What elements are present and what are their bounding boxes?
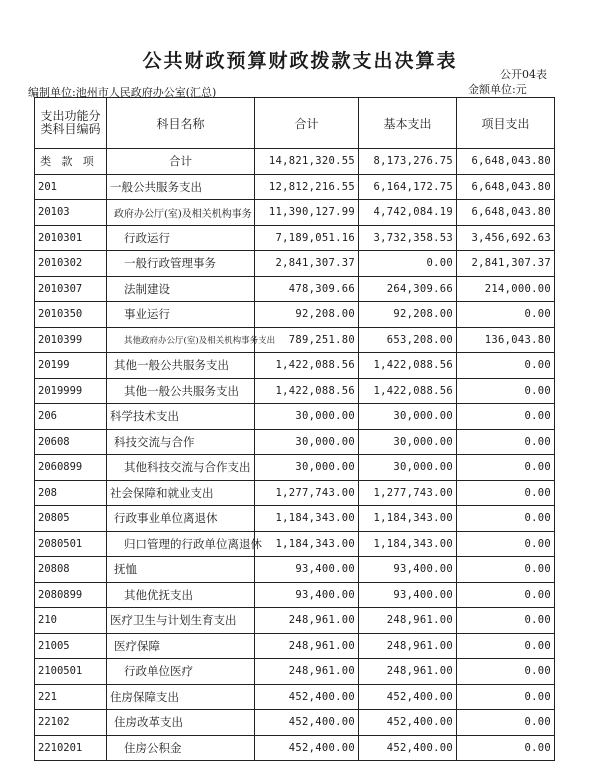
- row-code: 2210201: [35, 735, 107, 761]
- row-name: 事业运行: [107, 302, 255, 328]
- row-project: 0.00: [457, 353, 555, 379]
- row-code: 221: [35, 684, 107, 710]
- table-row: [35, 353, 555, 379]
- row-name: 行政运行: [107, 225, 255, 251]
- row-code: 20805: [35, 506, 107, 532]
- row-basic: 0.00: [359, 251, 457, 277]
- row-name: 其他一般公共服务支出: [107, 353, 255, 379]
- row-project: 0.00: [457, 378, 555, 404]
- table-row: [35, 684, 555, 710]
- row-basic: 93,400.00: [359, 582, 457, 608]
- row-name: 一般行政管理事务: [107, 251, 255, 277]
- col-header-code: 支出功能分类科目编码: [35, 98, 107, 149]
- row-name: 行政单位医疗: [107, 659, 255, 685]
- row-total: 452,400.00: [255, 684, 359, 710]
- expenditure-table: [34, 97, 555, 761]
- row-project: 0.00: [457, 531, 555, 557]
- row-code: 201: [35, 174, 107, 200]
- row-total: 2,841,307.37: [255, 251, 359, 277]
- row-name: 其他政府办公厅(室)及相关机构事务支出: [107, 327, 255, 353]
- row-name: 其他一般公共服务支出: [107, 378, 255, 404]
- row-name: 其他优抚支出: [107, 582, 255, 608]
- row-total: 12,812,216.55: [255, 174, 359, 200]
- row-project: 0.00: [457, 608, 555, 634]
- row-basic: 30,000.00: [359, 455, 457, 481]
- row-project: 0.00: [457, 582, 555, 608]
- row-total: 248,961.00: [255, 608, 359, 634]
- table-row: [35, 404, 555, 430]
- row-project: 0.00: [457, 429, 555, 455]
- row-project: 0.00: [457, 710, 555, 736]
- total-amount: 14,821,320.55: [255, 149, 359, 175]
- row-basic: 248,961.00: [359, 659, 457, 685]
- row-project: 0.00: [457, 633, 555, 659]
- row-project: 0.00: [457, 557, 555, 583]
- row-name: 医疗卫生与计划生育支出: [107, 608, 255, 634]
- row-project: 6,648,043.80: [457, 174, 555, 200]
- row-total: 1,422,088.56: [255, 353, 359, 379]
- row-total: 478,309.66: [255, 276, 359, 302]
- table-row: [35, 557, 555, 583]
- col-header-basic: 基本支出: [359, 98, 457, 149]
- row-total: 30,000.00: [255, 404, 359, 430]
- row-name: 住房保障支出: [107, 684, 255, 710]
- row-total: 1,277,743.00: [255, 480, 359, 506]
- table-body: [35, 174, 555, 761]
- row-code: 2010302: [35, 251, 107, 277]
- table-row: [35, 378, 555, 404]
- row-code: 2080899: [35, 582, 107, 608]
- table-row: [35, 582, 555, 608]
- row-code: 210: [35, 608, 107, 634]
- row-basic: 6,164,172.75: [359, 174, 457, 200]
- table-row: [35, 506, 555, 532]
- row-project: 0.00: [457, 659, 555, 685]
- row-total: 1,184,343.00: [255, 531, 359, 557]
- row-code: 2010399: [35, 327, 107, 353]
- row-project: 0.00: [457, 455, 555, 481]
- level-subheader: [35, 149, 107, 175]
- row-total: 7,189,051.16: [255, 225, 359, 251]
- total-row: [35, 149, 555, 175]
- row-code: 2080501: [35, 531, 107, 557]
- row-code: 2019999: [35, 378, 107, 404]
- row-basic: 1,422,088.56: [359, 353, 457, 379]
- row-basic: 1,422,088.56: [359, 378, 457, 404]
- total-label: 合计: [107, 149, 255, 175]
- table-row: [35, 633, 555, 659]
- row-total: 92,208.00: [255, 302, 359, 328]
- row-project: 214,000.00: [457, 276, 555, 302]
- table-row: [35, 200, 555, 226]
- table-row: [35, 276, 555, 302]
- table-row: [35, 327, 555, 353]
- row-name: 归口管理的行政单位离退休: [107, 531, 255, 557]
- row-total: 30,000.00: [255, 429, 359, 455]
- table-row: [35, 480, 555, 506]
- row-name: 科学技术支出: [107, 404, 255, 430]
- table-row: [35, 225, 555, 251]
- row-project: 0.00: [457, 684, 555, 710]
- row-basic: 452,400.00: [359, 684, 457, 710]
- row-basic: 30,000.00: [359, 404, 457, 430]
- row-name: 政府办公厅(室)及相关机构事务: [107, 200, 255, 226]
- row-code: 2010350: [35, 302, 107, 328]
- row-total: 30,000.00: [255, 455, 359, 481]
- row-name: 其他科技交流与合作支出: [107, 455, 255, 481]
- row-code: 20608: [35, 429, 107, 455]
- row-basic: 4,742,084.19: [359, 200, 457, 226]
- row-basic: 452,400.00: [359, 710, 457, 736]
- row-basic: 452,400.00: [359, 735, 457, 761]
- row-total: 452,400.00: [255, 735, 359, 761]
- table-row: [35, 174, 555, 200]
- row-code: 20199: [35, 353, 107, 379]
- subheader-item: 项: [82, 155, 94, 169]
- total-project: 6,648,043.80: [457, 149, 555, 175]
- row-code: 2100501: [35, 659, 107, 685]
- row-project: 2,841,307.37: [457, 251, 555, 277]
- form-number: 公开04表: [500, 68, 547, 81]
- table-row: [35, 608, 555, 634]
- row-code: 20808: [35, 557, 107, 583]
- row-code: 206: [35, 404, 107, 430]
- row-project: 0.00: [457, 480, 555, 506]
- row-total: 248,961.00: [255, 633, 359, 659]
- row-name: 住房改革支出: [107, 710, 255, 736]
- unit-label: 编制单位:池州市人民政府办公室(汇总): [28, 86, 217, 99]
- total-basic: 8,173,276.75: [359, 149, 457, 175]
- page-title: 公共财政预算财政拨款支出决算表: [142, 50, 458, 72]
- row-name: 社会保障和就业支出: [107, 480, 255, 506]
- col-header-name: 科目名称: [107, 98, 255, 149]
- row-basic: 30,000.00: [359, 429, 457, 455]
- table-row: [35, 735, 555, 761]
- row-basic: 92,208.00: [359, 302, 457, 328]
- row-code: 20103: [35, 200, 107, 226]
- currency-label: 金额单位:元: [468, 83, 527, 96]
- row-code: 2060899: [35, 455, 107, 481]
- table-header-row: [35, 98, 555, 149]
- row-total: 93,400.00: [255, 557, 359, 583]
- row-basic: 93,400.00: [359, 557, 457, 583]
- row-code: 2010301: [35, 225, 107, 251]
- table-row: [35, 659, 555, 685]
- row-total: 1,184,343.00: [255, 506, 359, 532]
- row-project: 136,043.80: [457, 327, 555, 353]
- row-basic: 1,184,343.00: [359, 531, 457, 557]
- row-code: 22102: [35, 710, 107, 736]
- row-name: 法制建设: [107, 276, 255, 302]
- row-total: 452,400.00: [255, 710, 359, 736]
- row-total: 1,422,088.56: [255, 378, 359, 404]
- table-row: [35, 251, 555, 277]
- table-row: [35, 710, 555, 736]
- col-header-total: 合计: [255, 98, 359, 149]
- row-basic: 1,277,743.00: [359, 480, 457, 506]
- row-basic: 248,961.00: [359, 608, 457, 634]
- row-basic: 264,309.66: [359, 276, 457, 302]
- table-row: [35, 531, 555, 557]
- table-row: [35, 455, 555, 481]
- row-total: 11,390,127.99: [255, 200, 359, 226]
- subheader-class: 类: [40, 155, 52, 169]
- row-name: 行政事业单位离退休: [107, 506, 255, 532]
- row-basic: 1,184,343.00: [359, 506, 457, 532]
- row-code: 208: [35, 480, 107, 506]
- row-project: 3,456,692.63: [457, 225, 555, 251]
- row-project: 6,648,043.80: [457, 200, 555, 226]
- row-project: 0.00: [457, 506, 555, 532]
- row-basic: 653,208.00: [359, 327, 457, 353]
- row-name: 一般公共服务支出: [107, 174, 255, 200]
- row-basic: 3,732,358.53: [359, 225, 457, 251]
- row-basic: 248,961.00: [359, 633, 457, 659]
- row-total: 248,961.00: [255, 659, 359, 685]
- table-row: [35, 429, 555, 455]
- row-project: 0.00: [457, 404, 555, 430]
- table-row: [35, 302, 555, 328]
- row-name: 医疗保障: [107, 633, 255, 659]
- row-project: 0.00: [457, 735, 555, 761]
- row-name: 科技交流与合作: [107, 429, 255, 455]
- subheader-section: 款: [61, 155, 73, 169]
- row-name: 住房公积金: [107, 735, 255, 761]
- row-total: 93,400.00: [255, 582, 359, 608]
- row-code: 21005: [35, 633, 107, 659]
- row-name: 抚恤: [107, 557, 255, 583]
- row-code: 2010307: [35, 276, 107, 302]
- row-project: 0.00: [457, 302, 555, 328]
- row-total: 789,251.80: [255, 327, 359, 353]
- col-header-project: 项目支出: [457, 98, 555, 149]
